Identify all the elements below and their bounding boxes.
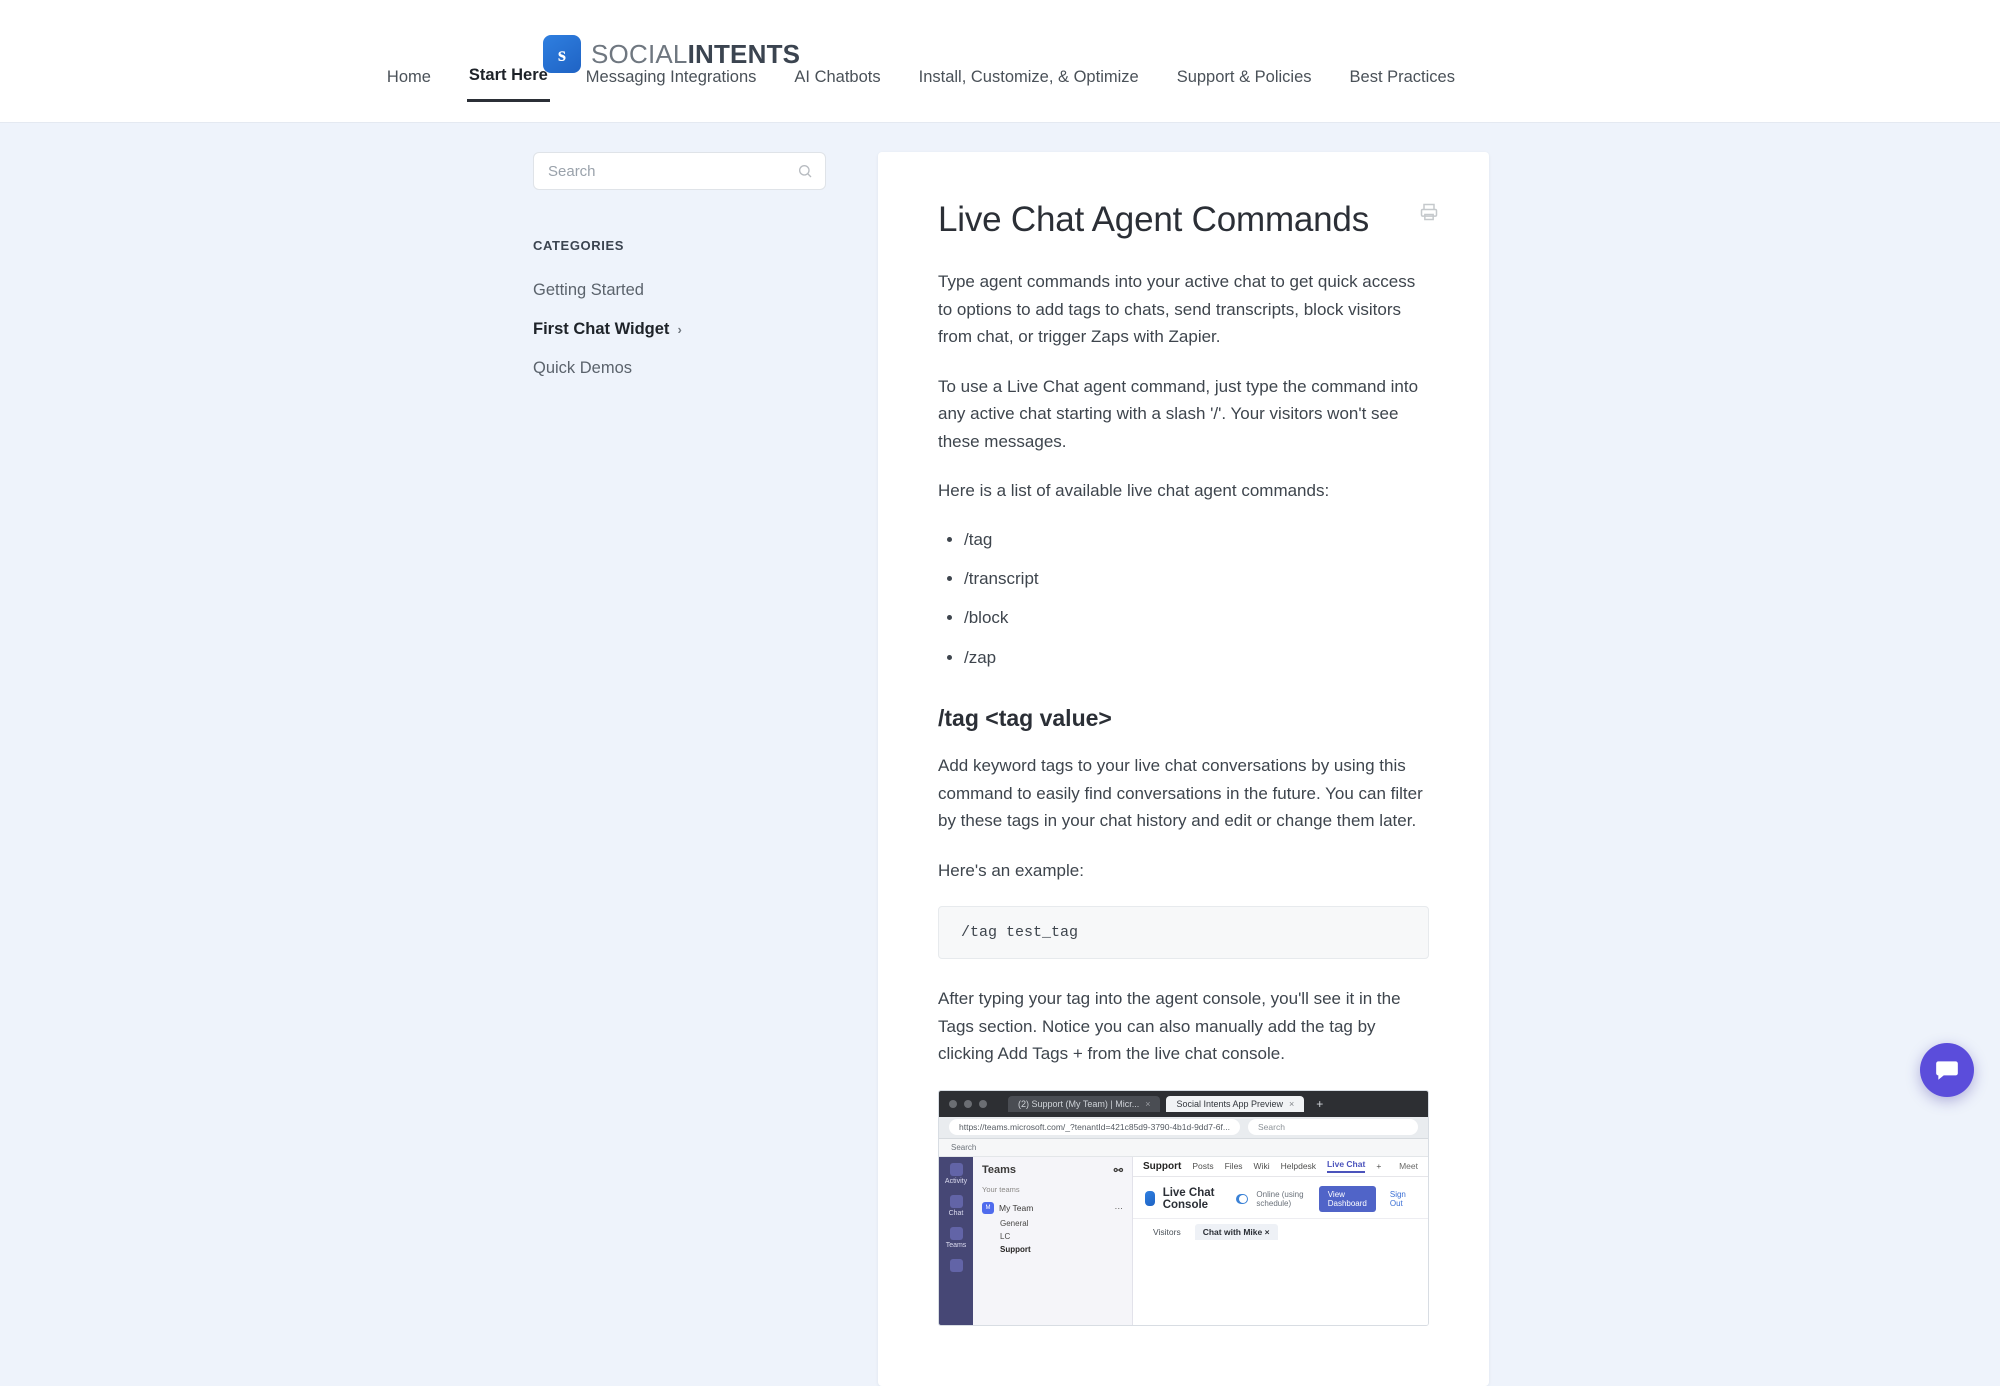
tab-files[interactable]: Files <box>1225 1161 1243 1171</box>
list-item: • /block <box>964 605 1429 631</box>
after-code-text: After typing your tag into the agent console, you'll see it in the Tags section. Notice you can also manually add the tag by clicking Add Tags + from the live chat console. <box>938 985 1429 1068</box>
chat-icon <box>1934 1057 1960 1083</box>
search-box[interactable] <box>533 152 826 190</box>
console-title: Live Chat Console <box>1163 1187 1228 1211</box>
bookmarks-bar <box>939 1139 1428 1157</box>
channel-title: Support <box>1143 1161 1181 1172</box>
sidebar-item-label: Getting Started <box>533 281 644 300</box>
tab-chat-with-mike[interactable] <box>1195 1224 1278 1240</box>
nav-item-messaging-integrations[interactable]: Messaging Integrations <box>584 62 759 101</box>
console-logo-icon <box>1145 1191 1155 1206</box>
online-toggle[interactable] <box>1236 1194 1249 1204</box>
teams-list-panel <box>973 1157 1133 1325</box>
site-header <box>0 0 2000 122</box>
logo-text-social: SOCIAL <box>591 39 688 69</box>
close-icon[interactable]: × <box>1265 1227 1270 1237</box>
sign-out-button[interactable]: Sign Out <box>1384 1186 1416 1212</box>
command-list <box>938 527 1429 671</box>
channel-general[interactable]: General <box>982 1217 1123 1230</box>
logo-icon: s <box>543 35 581 73</box>
nav-item-support-policies[interactable]: Support & Policies <box>1175 62 1314 101</box>
sidebar-item-label: First Chat Widget <box>533 320 669 339</box>
filter-icon[interactable]: ⚯ <box>1114 1164 1123 1177</box>
browser-tabs <box>1008 1096 1323 1112</box>
tab-live-chat[interactable]: Live Chat <box>1327 1159 1365 1173</box>
code-block: /tag test_tag <box>938 906 1429 959</box>
list-item: • /tag <box>964 527 1429 553</box>
category-list <box>533 271 878 388</box>
search-input[interactable] <box>546 162 797 181</box>
list-item: • /zap <box>964 645 1429 671</box>
new-tab-icon[interactable]: + <box>1316 1097 1323 1111</box>
tab-helpdesk[interactable]: Helpdesk <box>1281 1161 1316 1171</box>
rail-item-chat[interactable] <box>947 1195 965 1217</box>
logo-text-intents: INTENTS <box>688 39 801 69</box>
live-chat-console-header <box>1133 1177 1428 1218</box>
online-status-text: Online (using schedule) <box>1256 1190 1310 1208</box>
rail-item-teams[interactable] <box>947 1227 965 1249</box>
support-icon <box>950 1259 963 1272</box>
search-icon <box>797 163 813 179</box>
content-column <box>878 152 1862 1386</box>
team-row[interactable] <box>982 1199 1123 1217</box>
teams-tab-bar <box>1133 1157 1428 1177</box>
embedded-screenshot <box>938 1090 1429 1326</box>
article-card <box>878 152 1489 1386</box>
chat-icon <box>950 1195 963 1208</box>
team-name: My Team <box>999 1203 1033 1213</box>
visitor-tab-bar <box>1133 1218 1428 1245</box>
teams-panel-title: Teams <box>982 1164 1016 1177</box>
chat-bubble-button[interactable] <box>1920 1043 1974 1097</box>
tab-posts[interactable]: Posts <box>1192 1161 1213 1171</box>
section-body-tag: Add keyword tags to your live chat conversations by using this command to easily find conversations in the future. You can filter by these tags in your chat history and edit or change them later. <box>938 752 1429 835</box>
section-heading-tag: /tag <tag value> <box>938 705 1429 732</box>
rail-item-support[interactable] <box>947 1259 965 1272</box>
browser-tab-app-preview[interactable] <box>1166 1096 1304 1112</box>
sidebar-item-first-chat-widget[interactable] <box>533 310 878 349</box>
nav-item-best-practices[interactable]: Best Practices <box>1348 62 1457 101</box>
nav-item-ai-chatbots[interactable]: AI Chatbots <box>792 62 882 101</box>
sidebar-item-label: Quick Demos <box>533 359 632 378</box>
rail-item-activity[interactable] <box>947 1163 965 1185</box>
rail-label: Teams <box>946 1242 967 1249</box>
browser-tab-teams[interactable] <box>1008 1096 1160 1112</box>
main-navigation <box>385 60 1457 102</box>
browser-tab-label: (2) Support (My Team) | Micr... <box>1018 1099 1139 1109</box>
url-input[interactable]: https://teams.microsoft.com/_?tenantId=421c85d9-3790-4b1d-9dd7-6f... <box>949 1119 1240 1135</box>
chevron-right-icon: › <box>677 322 681 337</box>
browser-title-bar <box>939 1091 1428 1117</box>
article-intro-2: To use a Live Chat agent command, just type the command into any active chat starting with a slash '/'. Your visitors won't see these messages. <box>938 373 1429 456</box>
window-minimize-icon <box>964 1100 972 1108</box>
bell-icon <box>950 1163 963 1176</box>
your-teams-label: Your teams <box>982 1185 1123 1194</box>
channel-lc[interactable]: LC <box>982 1230 1123 1243</box>
example-lead: Here's an example: <box>938 857 1429 885</box>
visitor-tab-label: Chat with Mike <box>1203 1227 1263 1237</box>
meet-button[interactable]: Meet <box>1399 1161 1418 1171</box>
print-icon[interactable] <box>1419 202 1439 222</box>
article-intro-1: Type agent commands into your active chat to get quick access to options to add tags to chats, send transcripts, block visitors from chat, or trigger Zaps with Zapier. <box>938 268 1429 351</box>
list-item: • /transcript <box>964 566 1429 592</box>
article-list-lead: Here is a list of available live chat agent commands: <box>938 477 1429 505</box>
window-close-icon <box>949 1100 957 1108</box>
browser-url-bar <box>939 1117 1428 1139</box>
browser-search-input[interactable]: Search <box>1248 1119 1418 1135</box>
sidebar-item-quick-demos[interactable] <box>533 349 878 388</box>
teams-icon <box>950 1227 963 1240</box>
close-icon[interactable]: × <box>1145 1099 1150 1109</box>
page-body <box>160 122 1840 1386</box>
close-icon[interactable]: × <box>1289 1099 1294 1109</box>
bookmark-item[interactable]: Search <box>951 1143 976 1152</box>
teams-panel-header <box>982 1164 1123 1177</box>
sidebar-item-getting-started[interactable] <box>533 271 878 310</box>
nav-item-home[interactable]: Home <box>385 62 433 101</box>
window-maximize-icon <box>979 1100 987 1108</box>
more-icon[interactable]: ··· <box>1115 1203 1124 1213</box>
tab-visitors[interactable]: Visitors <box>1145 1224 1189 1240</box>
nav-item-install-customize-optimize[interactable]: Install, Customize, & Optimize <box>917 62 1141 101</box>
rail-label: Chat <box>949 1210 964 1217</box>
tab-wiki[interactable]: Wiki <box>1254 1161 1270 1171</box>
page-title: Live Chat Agent Commands <box>938 200 1429 240</box>
rail-label: Activity <box>945 1178 967 1185</box>
sidebar <box>160 152 878 1386</box>
channel-support[interactable]: Support <box>982 1243 1123 1256</box>
browser-tab-label: Social Intents App Preview <box>1176 1099 1283 1109</box>
nav-item-start-here[interactable]: Start Here <box>467 60 550 102</box>
view-dashboard-button[interactable]: View Dashboard <box>1319 1186 1376 1212</box>
teams-left-rail <box>939 1157 973 1325</box>
categories-label: CATEGORIES <box>533 238 878 253</box>
teams-app <box>939 1157 1428 1325</box>
team-avatar: M <box>982 1202 994 1214</box>
teams-main-panel <box>1133 1157 1428 1325</box>
add-tab-icon[interactable]: + <box>1376 1161 1381 1171</box>
teams-tabbar-right <box>1399 1161 1418 1171</box>
